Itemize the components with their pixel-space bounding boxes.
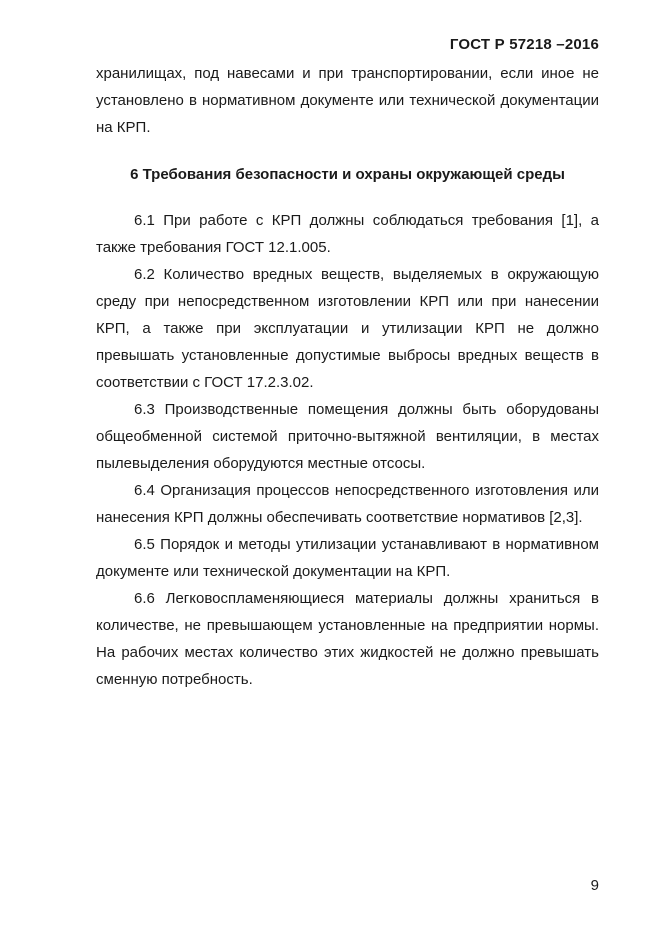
paragraph-6-3: 6.3 Производственные помещения должны быть оборудованы общеобменной системой приточно-вытяжной вентиляции, в местах пылевыделения оборудуются местные отсосы. [96, 401, 599, 472]
paragraph-6-2: 6.2 Количество вредных веществ, выделяемых в окружающую среду при непосредственном изготовлении КРП или при нанесении КРП, а также при эксплуатации и утилизации КРП не должно превышать установленные допустимые выбросы вредных веществ в соответствии с ГОСТ 17.2.3.02. [96, 266, 599, 391]
paragraph-6-5: 6.5 Порядок и методы утилизации устанавливают в нормативном документе или технической документации на КРП. [96, 536, 599, 580]
document-header-id: ГОСТ Р 57218 –2016 [449, 36, 599, 53]
intro-paragraph: хранилищах, под навесами и при транспортировании, если иное не установлено в нормативном документе или технической документации на КРП. [96, 65, 599, 136]
document-body [96, 60, 599, 693]
paragraph-6-6: 6.6 Легковоспламеняющиеся материалы должны храниться в количестве, не превышающем установленные на предприятии нормы. На рабочих местах количество этих жидкостей не должно превышать сменную потребность. [96, 590, 599, 688]
paragraph-6-1: 6.1 При работе с КРП должны соблюдаться требования [1], а также требования ГОСТ 12.1.005. [96, 212, 599, 256]
section-title: 6 Требования безопасности и охраны окружающей среды [130, 166, 565, 183]
page-number: 9 [590, 877, 599, 894]
paragraph-6-4: 6.4 Организация процессов непосредственного изготовления или нанесения КРП должны обеспечивать соответствие нормативов [2,3]. [96, 482, 599, 526]
